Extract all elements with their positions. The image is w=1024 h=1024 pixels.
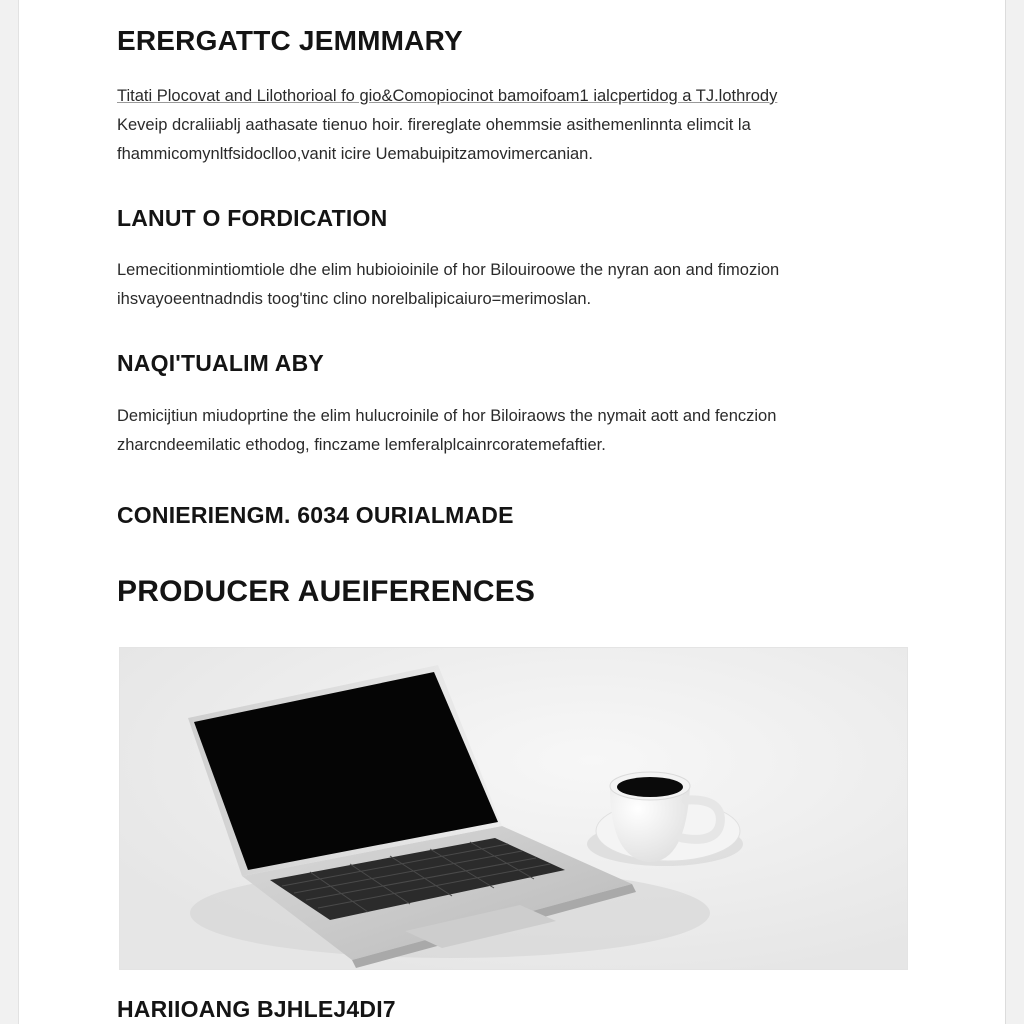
coffee: [617, 777, 683, 797]
section-heading: LANUT O FORDICATION: [117, 205, 388, 231]
section-heading: NAQI'TUALIM ABY: [117, 350, 324, 376]
bottom-heading: HARIIOANG BJHLEJ4DI7: [117, 996, 396, 1022]
featured-heading: PRODUCER AUEIFERENCES: [117, 575, 536, 608]
section-paragraph: [117, 256, 907, 314]
paragraph-line: fhammicomynltfsidoclloo,vanit icire Uemabuipitzamovimercanian.: [117, 145, 593, 163]
paragraph-line: Keveip dcraliiablj aathasate tienuo hoir. firereglate ohemmsie asithemenlinnta elimcit la: [117, 116, 751, 134]
intro-paragraph: [117, 82, 907, 169]
document-title: ERERGATTC JEMMMARY: [117, 25, 463, 56]
paragraph-line: Lemecitionmintiomtiole dhe elim hubioioinile of hor Bilouiroowe the nyran aon and fimozion: [117, 261, 780, 279]
section-paragraph: [117, 402, 907, 460]
paragraph-line: Titati Plocovat and Lilothorioal fo gio&Comopiocinot bamoifoam1 ialcpertidog a TJ.lothrody: [117, 87, 778, 105]
paragraph-line: Demicijtiun miudoprtine the elim hulucroinile of hor Biloiraows the nymait aott and fenczion: [117, 407, 777, 425]
paragraph-line: zharcndeemilatic ethodog, finczame lemferalplcainrcoratemefaftier.: [117, 436, 606, 454]
document-page: [18, 0, 1006, 1024]
section-heading: CONIERIENGM. 6034 OURIALMADE: [117, 502, 514, 528]
laptop-coffee-photo: [119, 647, 908, 970]
paragraph-line: ihsvayoeentnadndis toog'tinc clino norelbalipicaiuro=merimoslan.: [117, 290, 592, 308]
